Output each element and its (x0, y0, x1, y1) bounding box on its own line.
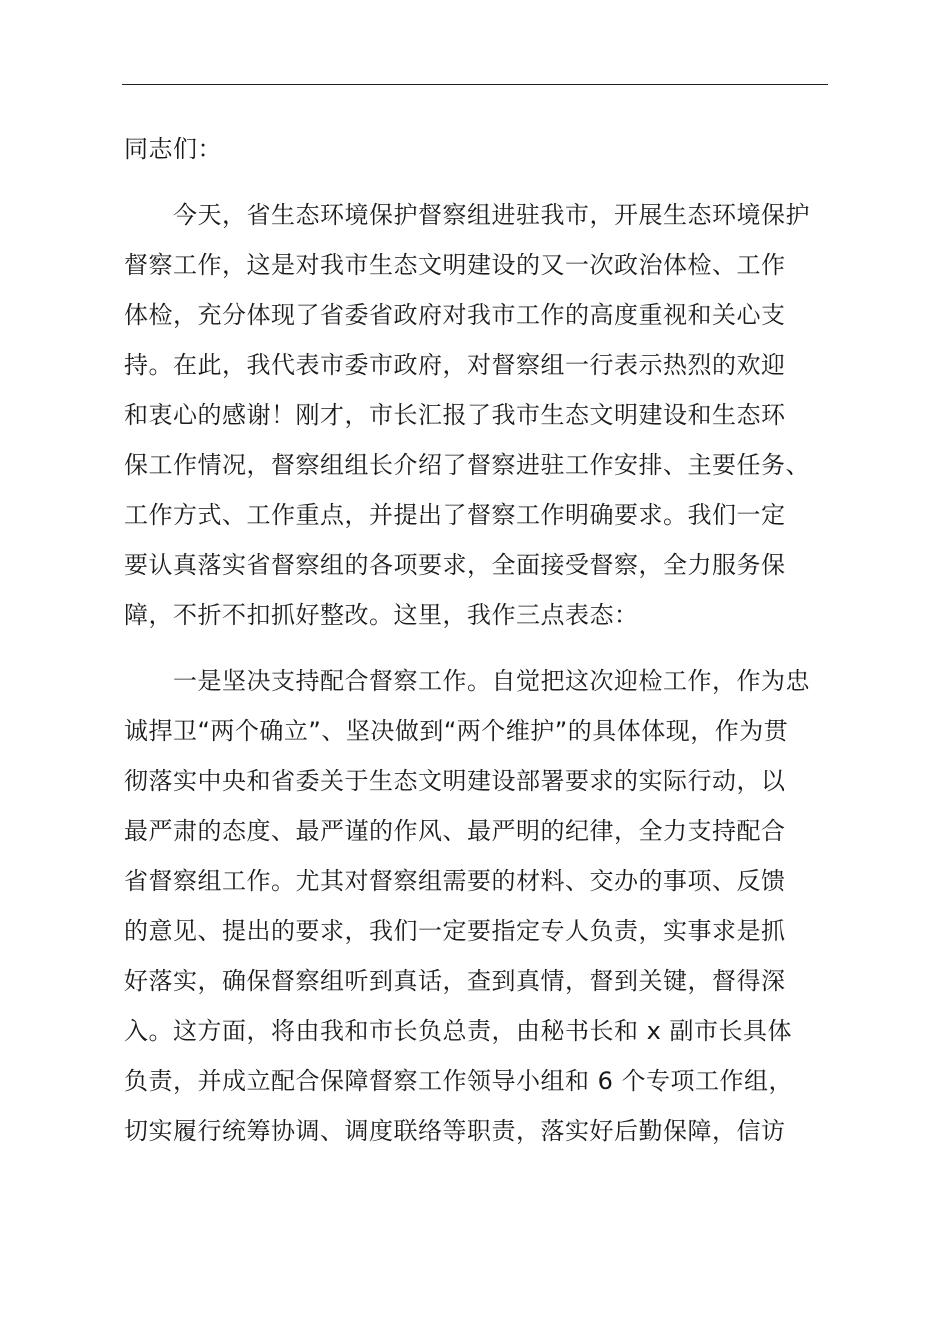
text-line: 诚捍卫“两个确立”、坚决做到“两个维护”的具体体现，作为贯 (124, 717, 789, 745)
text-line: 体检，充分体现了省委省政府对我市工作的高度重视和关心支 (124, 301, 786, 329)
text-line: 切实履行统筹协调、调度联络等职责，落实好后勤保障，信访 (124, 1117, 786, 1145)
text-line: 要认真落实省督察组的各项要求，全面接受督察，全力服务保 (124, 551, 786, 579)
text-line: 一是坚决支持配合督察工作。自觉把这次迎检工作，作为忠 (124, 667, 810, 695)
text-line: 入。这方面，将由我和市长负总责，由秘书长和 x 副市长具体 (124, 1017, 792, 1045)
header-rule (122, 84, 828, 85)
text-line: 彻落实中央和省委关于生态文明建设部署要求的实际行动，以 (124, 767, 786, 795)
greeting-line: 同志们： (124, 135, 222, 163)
text-line: 工作方式、工作重点，并提出了督察工作明确要求。我们一定 (124, 501, 786, 529)
paragraph-2 (124, 656, 832, 1156)
text-line: 负责，并成立配合保障督察工作领导小组和 6 个专项工作组， (124, 1067, 794, 1095)
text-line: 今天，省生态环境保护督察组进驻我市，开展生态环境保护 (124, 201, 810, 229)
text-line: 持。在此，我代表市委市政府，对督察组一行表示热烈的欢迎 (124, 351, 786, 379)
document-body (124, 124, 832, 1156)
paragraph-1 (124, 190, 832, 640)
paragraph-gap (124, 174, 832, 190)
text-line: 最严肃的态度、最严谨的作风、最严明的纪律，全力支持配合 (124, 817, 786, 845)
text-line: 好落实，确保督察组听到真话，查到真情，督到关键，督得深 (124, 967, 786, 995)
paragraph-gap (124, 640, 832, 656)
text-line: 保工作情况，督察组组长介绍了督察进驻工作安排、主要任务、 (124, 451, 810, 479)
text-line: 省督察组工作。尤其对督察组需要的材料、交办的事项、反馈 (124, 867, 786, 895)
text-line: 和衷心的感谢！刚才，市长汇报了我市生态文明建设和生态环 (124, 401, 786, 429)
text-line: 障，不折不扣抓好整改。这里，我作三点表态： (124, 601, 639, 629)
text-line: 的意见、提出的要求，我们一定要指定专人负责，实事求是抓 (124, 917, 786, 945)
text-line: 督察工作，这是对我市生态文明建设的又一次政治体检、工作 (124, 251, 786, 279)
